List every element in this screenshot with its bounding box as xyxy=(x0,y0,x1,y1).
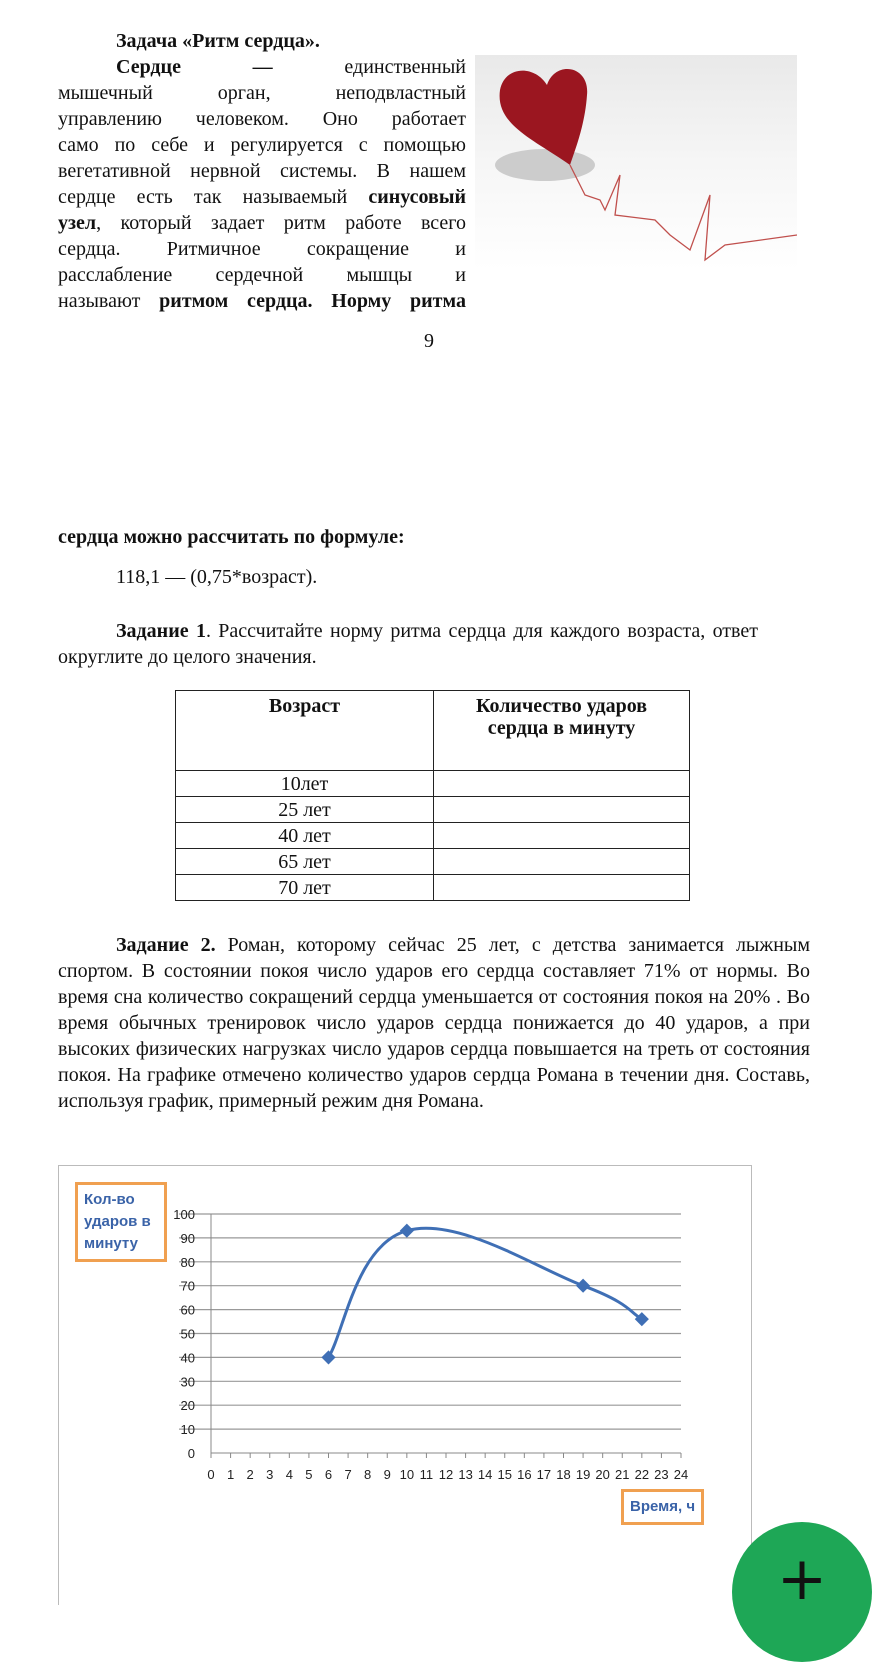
y-tick-label: 100 xyxy=(173,1207,195,1222)
x-tick-label: 20 xyxy=(595,1467,610,1482)
y-tick-label: 20 xyxy=(180,1398,195,1414)
x-tick-label: 0 xyxy=(207,1467,215,1482)
header-age: Возраст xyxy=(176,691,434,771)
x-tick-label: 18 xyxy=(556,1467,571,1482)
table-header xyxy=(176,691,690,771)
x-tick-label: 22 xyxy=(634,1467,650,1482)
x-tick-label: 10 xyxy=(399,1467,415,1482)
x-tick-label: 1 xyxy=(226,1467,235,1482)
bold-term: узел xyxy=(58,212,97,234)
cell-age: 40 лет xyxy=(176,823,434,849)
intro-line: расслабление сердечной мышцы и xyxy=(58,264,466,286)
text: , который задает ритм работе всего xyxy=(96,212,466,234)
y-tick-label: 80 xyxy=(180,1254,195,1270)
x-tick-label: 23 xyxy=(654,1467,669,1482)
task1-label: Задание 1 xyxy=(116,620,206,642)
x-tick-label: 19 xyxy=(575,1467,591,1482)
data-point xyxy=(400,1224,414,1238)
x-tick-label: 24 xyxy=(673,1467,689,1482)
table-row xyxy=(176,823,690,849)
x-tick-label: 15 xyxy=(497,1467,512,1482)
intro-line xyxy=(58,184,466,210)
cell-beats[interactable] xyxy=(434,823,690,849)
intro-line xyxy=(58,210,466,236)
formula-intro: сердца можно рассчитать по формуле: xyxy=(58,526,405,548)
y-tick-label: 0 xyxy=(187,1446,195,1461)
x-tick-label: 6 xyxy=(324,1467,333,1482)
y-tick-label: 40 xyxy=(180,1350,195,1366)
formula: 118,1 — (0,75*возраст). xyxy=(116,566,318,588)
x-tick-label: 21 xyxy=(615,1467,630,1482)
x-tick-label: 11 xyxy=(419,1467,434,1482)
bold-term: ритмом сердца. Норму ритма xyxy=(159,290,466,312)
task1-text: . Рассчитайте норму ритма сердца для каждого возраста, ответ округлите до целого значения. xyxy=(58,620,758,668)
x-tick-label: 7 xyxy=(344,1467,352,1482)
bold-term: синусовый xyxy=(368,186,466,208)
table-row xyxy=(176,849,690,875)
intro-line xyxy=(58,54,466,80)
task2 xyxy=(58,932,810,1114)
cell-age: 10лет xyxy=(176,771,434,797)
task1 xyxy=(58,618,758,670)
intro-text xyxy=(58,28,466,314)
cell-beats[interactable] xyxy=(434,797,690,823)
x-tick-label: 9 xyxy=(383,1467,391,1482)
y-tick-label: 50 xyxy=(180,1326,195,1342)
heart-image xyxy=(475,55,797,270)
data-point xyxy=(576,1279,590,1293)
intro-line: вегетативной нервной системы. В нашем xyxy=(58,160,466,182)
x-tick-label: 14 xyxy=(477,1467,493,1482)
intro-line: мышечный орган, неподвластный xyxy=(58,82,466,104)
intro-line: само по себе и регулируется с помощью xyxy=(58,134,466,156)
x-tick-label: 17 xyxy=(536,1467,552,1482)
intro-line: управлению человеком. Оно работает xyxy=(58,108,466,130)
series-line xyxy=(329,1228,642,1357)
text: единственный xyxy=(272,56,466,78)
y-axis-label: Кол-во ударов в минуту xyxy=(75,1182,167,1262)
task2-label: Задание 2. xyxy=(116,934,216,956)
table-row xyxy=(176,875,690,901)
y-tick-label: 70 xyxy=(180,1278,195,1294)
x-tick-label: 4 xyxy=(285,1467,293,1482)
x-tick-label: 2 xyxy=(246,1467,254,1482)
x-tick-label: 16 xyxy=(517,1467,532,1482)
page-number: 9 xyxy=(424,330,434,352)
cell-age: 25 лет xyxy=(176,797,434,823)
cell-beats[interactable] xyxy=(434,849,690,875)
x-tick-label: 3 xyxy=(266,1467,274,1482)
cell-beats[interactable] xyxy=(434,875,690,901)
intro-line: сердца. Ритмичное сокращение и xyxy=(58,238,466,260)
cell-age: 65 лет xyxy=(176,849,434,875)
header-beats: Количество ударов сердца в минуту xyxy=(434,691,690,771)
x-tick-label: 8 xyxy=(364,1467,372,1482)
y-tick-label: 90 xyxy=(180,1230,195,1246)
x-tick-label: 5 xyxy=(305,1467,313,1482)
intro-line xyxy=(58,288,466,314)
task-title: Задача «Ритм сердца». xyxy=(116,30,320,52)
add-button[interactable]: + xyxy=(732,1522,872,1662)
heart-rate-chart xyxy=(58,1165,752,1605)
text: сердце есть так называемый xyxy=(58,186,369,208)
cell-beats[interactable] xyxy=(434,771,690,797)
cell-age: 70 лет xyxy=(176,875,434,901)
x-axis-label: Время, ч xyxy=(621,1489,704,1525)
y-tick-label: 60 xyxy=(180,1302,195,1318)
task2-text: Роман, которому сейчас 25 лет, с детства занимается лыжным спортом. В состоянии покоя число ударов его сердца составляет 71% от нормы. Во время сна количество сокращений сердца уменьшается от состояния покоя на 20% . Во время обычных тренировок число ударов сердца понижается до 40 ударов, а при высоких физических нагрузках число ударов сердца повышается на треть от состояния покоя. На графике отмечено количество ударов сердца Романа в течении дня. Составь, используя график, примерный режим дня Романа. xyxy=(58,934,810,1112)
data-point xyxy=(321,1350,335,1364)
age-table xyxy=(175,690,690,901)
x-tick-label: 12 xyxy=(438,1467,454,1482)
table-row xyxy=(176,797,690,823)
x-tick-label: 13 xyxy=(458,1467,473,1482)
y-tick-label: 10 xyxy=(180,1422,195,1438)
y-tick-label: 30 xyxy=(180,1374,195,1390)
bold-term: Сердце — xyxy=(116,56,273,78)
table-row xyxy=(176,771,690,797)
text: называют xyxy=(58,290,160,312)
